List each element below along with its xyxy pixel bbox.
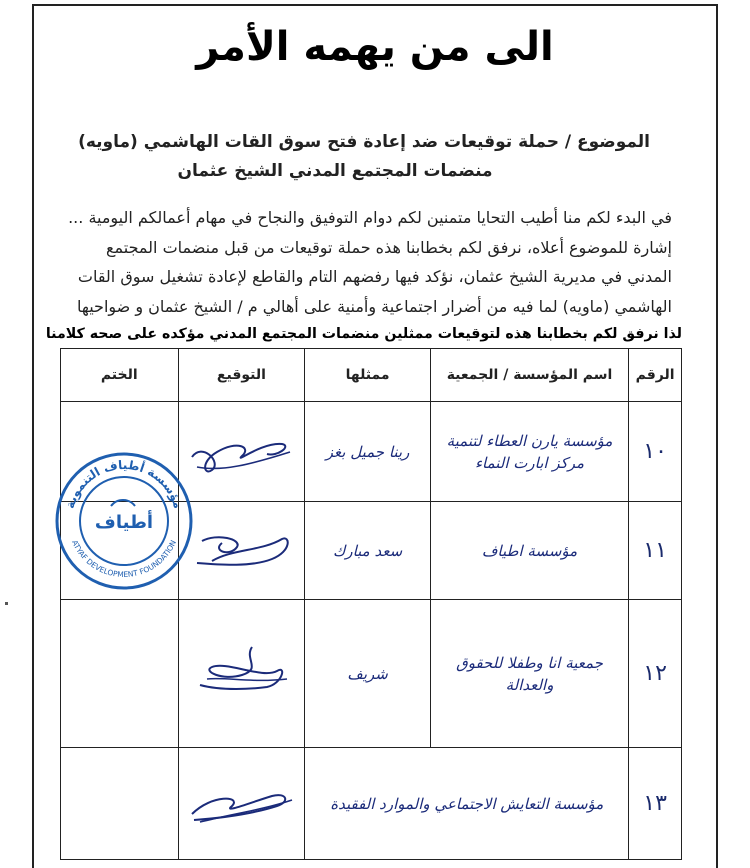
row-signature — [178, 502, 305, 600]
stamp-logo-icon — [111, 500, 135, 506]
row-number: ١٣ — [629, 748, 682, 860]
row-representative — [305, 502, 430, 600]
row-representative — [305, 600, 430, 748]
table-header-row — [61, 349, 682, 402]
header-organization: اسم المؤسسة / الجمعية — [430, 349, 628, 402]
header-signature: التوقيع — [178, 349, 305, 402]
row-seal — [61, 600, 179, 748]
subject-line-1: الموضوع / حملة توقيعات ضد إعادة فتح سوق القات الهاشمي (ماويه) — [78, 132, 650, 152]
stamp-english-text: ATYAF DEVELOPMENT FOUNDATION — [70, 538, 178, 580]
body-paragraph — [58, 203, 672, 321]
row-number: ١٢ — [629, 600, 682, 748]
row-organization — [305, 748, 629, 860]
org-handwriting: مؤسسة التعايش الاجتماعي والموارد الفقيدة — [330, 794, 604, 813]
rep-handwriting: شريف — [347, 664, 388, 683]
org-handwriting: مؤسسة اطياف — [481, 541, 578, 560]
header-seal: الختم — [61, 349, 179, 402]
row-signature — [178, 402, 305, 502]
org-handwriting: مؤسسة يارن العطاء لتنمية مركز ابارت النماء — [446, 431, 613, 472]
row-representative — [305, 402, 430, 502]
body-line-4: الهاشمي (ماويه) لما فيه من أضرار اجتماعية وأمنية على أهالي م / الشيخ عثمان و ضواحيها — [76, 296, 672, 316]
row-organization — [430, 600, 628, 748]
row-organization — [430, 502, 628, 600]
header-number: الرقم — [629, 349, 682, 402]
organization-stamp — [53, 450, 195, 592]
row-signature — [178, 748, 305, 860]
signature-table — [60, 348, 682, 860]
signature-scribble-2 — [182, 521, 300, 581]
scan-mark — [5, 602, 8, 605]
body-line-1: في البدء لكم منا أطيب التحايا متمنين لكم دوام التوفيق والنجاح في مهام أعمالكم اليومية ... — [68, 208, 672, 227]
table-row — [61, 748, 682, 860]
row-number: ١١ — [629, 502, 682, 600]
svg-text:مؤسسة أطياف التنموية — [63, 458, 186, 510]
closing-line: لذا نرفق لكم بخطابنا هذه لتوقيعات ممثلين منضمات المجتمع المدني مؤكده على صحه كلامنا — [45, 326, 682, 342]
stamp-center-text: أطياف — [94, 512, 154, 533]
subject-line-2: منضمات المجتمع المدني الشيخ عثمان — [177, 161, 493, 181]
signature-scribble-1 — [182, 422, 300, 482]
row-seal — [61, 748, 179, 860]
rep-handwriting: رينا جميل بغز — [325, 442, 410, 461]
row-number: ١٠ — [629, 402, 682, 502]
body-line-3: المدني في مديرية الشيخ عثمان، نؤكد فيها رفضهم التام والقاطع لإعادة تشغيل سوق القات — [77, 267, 672, 286]
row-organization — [430, 402, 628, 502]
subject — [60, 128, 650, 186]
org-handwriting: جمعية انا وطفلا للحقوق والعدالة — [456, 653, 603, 694]
table-row — [61, 600, 682, 748]
stamp-arabic-text: مؤسسة أطياف التنموية — [62, 457, 186, 511]
row-signature — [178, 600, 305, 748]
rep-handwriting: سعد مبارك — [332, 541, 403, 560]
page-title: الى من يهمه الأمر — [196, 24, 554, 70]
header-representative: ممثلها — [305, 349, 430, 402]
body-line-2: إشارة للموضوع أعلاه، نرفق لكم بخطابنا هذه حملة توقيعات من قبل منضمات المجتمع — [106, 237, 672, 257]
signature-scribble-4 — [182, 774, 300, 834]
signature-scribble-3 — [182, 639, 300, 709]
